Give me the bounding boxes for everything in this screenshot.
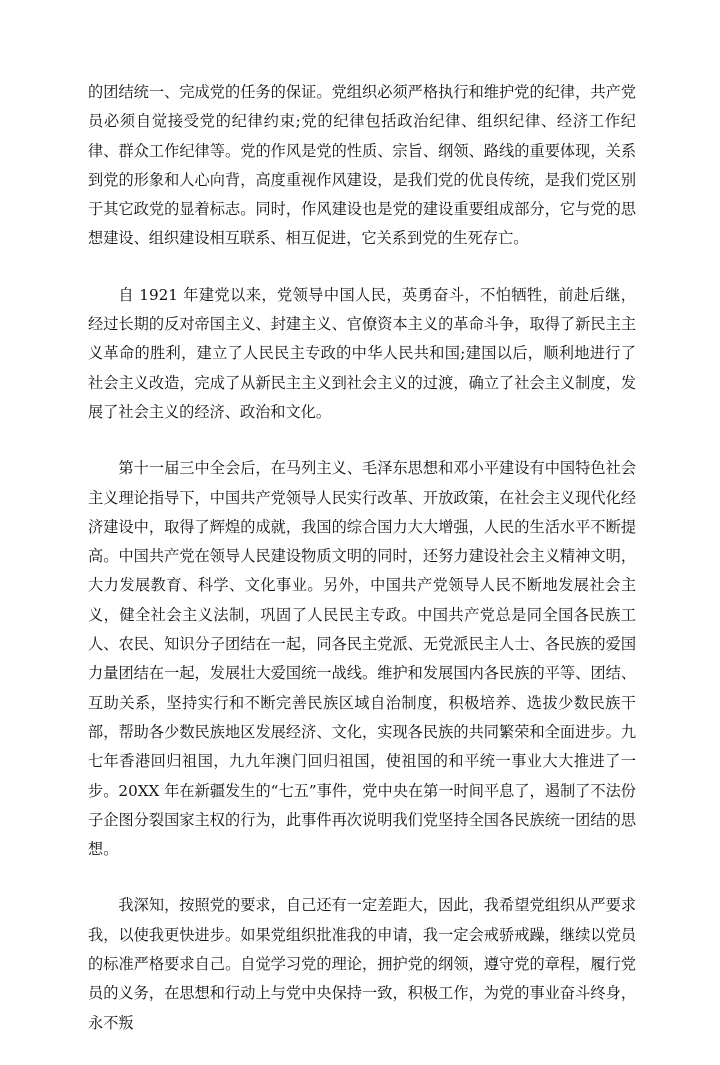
paragraph-3: 第十一届三中全会后，在马列主义、毛泽东思想和邓小平建设有中国特色社会主义理论指导下，中国共产党领导人民实行改革、开放政策，在社会主义现代化经济建设中，取得了辉煌的成就，我国的综合国力大大增强，人民的生活水平不断提高。中国共产党在领导人民建设物质文明的同时，还努力建设社会主义精神文明，大力发展教育、科学、文化事业。另外，中国共产党领导人民不断地发展社会主义，健全社会主义法制，巩固了人民民主专政。中国共产党总是同全国各民族工人、农民、知识分子团结在一起，同各民主党派、无党派民主人士、各民族的爱国力量团结在一起，发展壮大爱国统一战线。维护和发展国内各民族的平等、团结、互助关系，坚持实行和不断完善民族区域自治制度，积极培养、选拔少数民族干部，帮助各少数民族地区发展经济、文化，实现各民族的共同繁荣和全面进步。九七年香港回归祖国，九九年澳门回归祖国，使祖国的和平统一事业大大推进了一步。20XX 年在新疆发生的“七五”事件，党中央在第一时间平息了，遏制了不法份子企图分裂国家主权的行为，此事件再次说明我们党坚持全国各民族统一团结的思想。 [88,459,636,859]
document-body [88,78,636,1065]
paragraph-4: 我深知，按照党的要求，自己还有一定差距大，因此，我希望党组织从严要求我，以使我更快进步。如果党组织批准我的申请，我一定会戒骄戒躁，继续以党员的标准严格要求自己。自觉学习党的理论，拥护党的纲领，遵守党的章程，履行党员的义务，在思想和行动上与党中央保持一致，积极工作，为党的事业奋斗终身，永不叛 [88,896,636,1032]
paragraph-1: 的团结统一、完成党的任务的保证。党组织必须严格执行和维护党的纪律，共产党员必须自觉接受党的纪律约束;党的纪律包括政治纪律、组织纪律、经济工作纪律、群众工作纪律等。党的作风是党的性质、宗旨、纲领、路线的重要体现，关系到党的形象和人心向背，高度重视作风建设，是我们党的优良传统，是我们党区别于其它政党的显着标志。同时，作风建设也是党的建设重要组成部分，它与党的思想建设、组织建设相互联系、相互促进，它关系到党的生死存亡。 [88,83,636,248]
paragraph-2: 自 1921 年建党以来，党领导中国人民，英勇奋斗，不怕牺牲，前赴后继，经过长期的反对帝国主义、封建主义、官僚资本主义的革命斗争，取得了新民主主义革命的胜利，建立了人民民主专政的中华人民共和国;建国以后，顺利地进行了社会主义改造，完成了从新民主主义到社会主义的过渡，确立了社会主义制度，发展了社会主义的经济、政治和文化。 [88,285,636,421]
